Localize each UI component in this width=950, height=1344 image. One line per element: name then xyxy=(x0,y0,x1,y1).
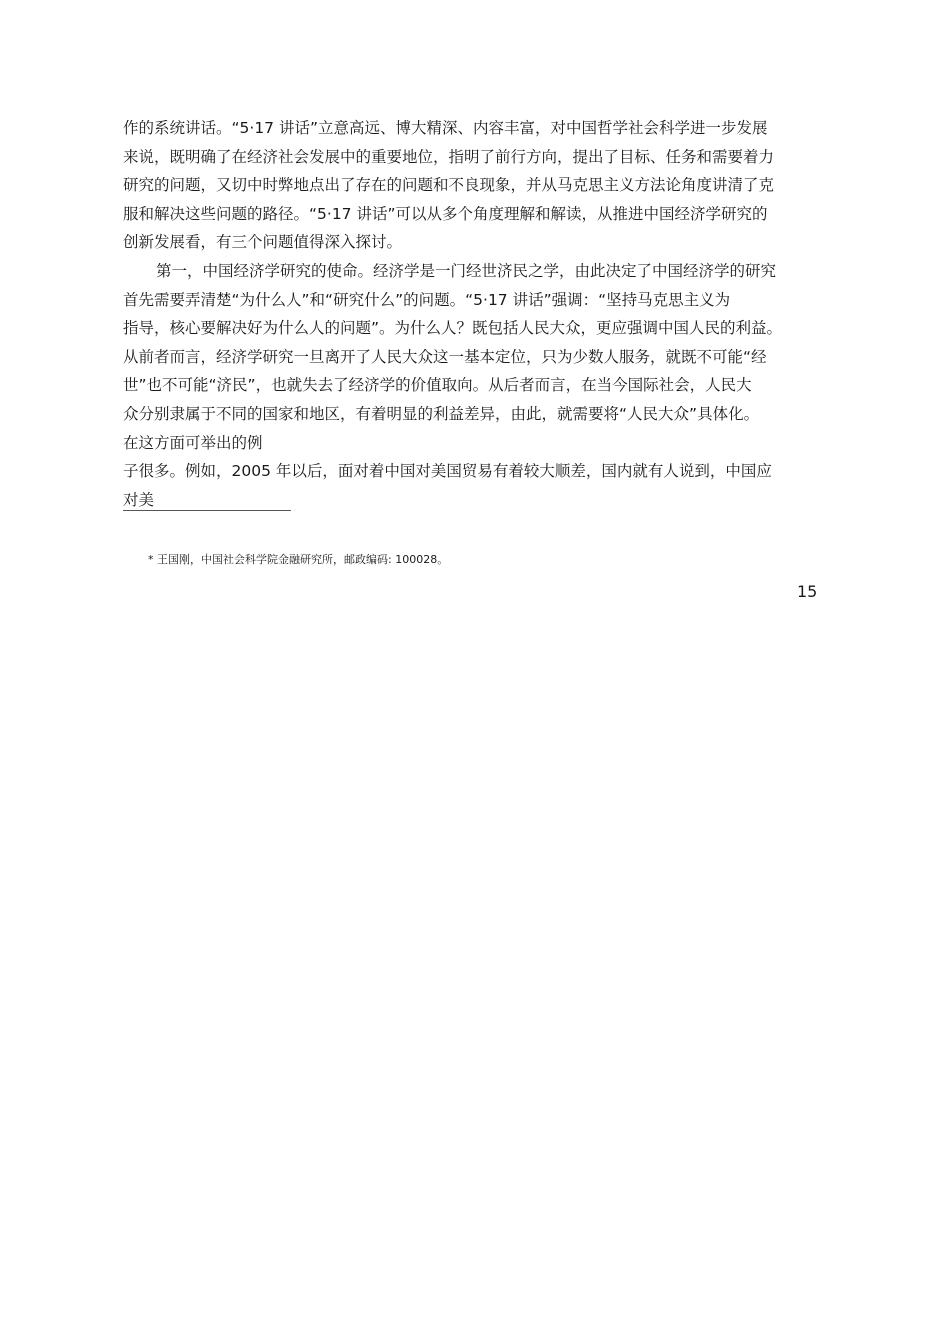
body-line-9: 从前者而言，经济学研究一旦离开了人民大众这一基本定位，只为少数人服务，就既不可能“经 xyxy=(123,347,767,366)
body-line-4: 服和解决这些问题的路径。“5·17 讲话”可以从多个角度理解和解读，从推进中国经济学研究的 xyxy=(123,204,768,223)
body-text xyxy=(123,114,843,514)
body-line-14: 对美 xyxy=(123,490,155,509)
body-line-8: 指导，核心要解决好为什么人的问题”。为什么人？既包括人民大众，更应强调中国人民的利益。 xyxy=(123,319,783,338)
body-line-10: 世”也不可能“济民”，也就失去了经济学的价值取向。从后者而言，在当今国际社会，人民大 xyxy=(123,376,752,395)
body-line-7: 首先需要弄清楚“为什么人”和“研究什么”的问题。“5·17 讲话”强调：“坚持马克思主义为 xyxy=(123,290,731,309)
body-line-2: 来说，既明确了在经济社会发展中的重要地位，指明了前行方向，提出了目标、任务和需要着力 xyxy=(123,147,775,166)
footnote-separator xyxy=(123,510,291,511)
body-line-6: 第一，中国经济学研究的使命。经济学是一门经世济民之学，由此决定了中国经济学的研究 xyxy=(156,261,777,280)
body-line-11: 众分别隶属于不同的国家和地区，有着明显的利益差异，由此，就需要将“人民大众”具体化。 xyxy=(123,404,760,423)
page-number: 15 xyxy=(797,582,818,601)
body-line-13: 子很多。例如，2005 年以后，面对着中国对美国贸易有着较大顺差，国内就有人说到，中国应 xyxy=(123,462,772,481)
body-line-12: 在这方面可举出的例 xyxy=(123,433,263,452)
body-line-1: 作的系统讲话。“5·17 讲话”立意高远、博大精深、内容丰富，对中国哲学社会科学进一步发展 xyxy=(123,119,768,137)
body-line-5: 创新发展看，有三个问题值得深入探讨。 xyxy=(123,233,403,252)
body-line-3: 研究的问题，又切中时弊地点出了存在的问题和不良现象，并从马克思主义方法论角度讲清了克 xyxy=(123,176,775,195)
footnote: * 王国刚，中国社会科学院金融研究所，邮政编码: 100028。 xyxy=(148,553,449,566)
